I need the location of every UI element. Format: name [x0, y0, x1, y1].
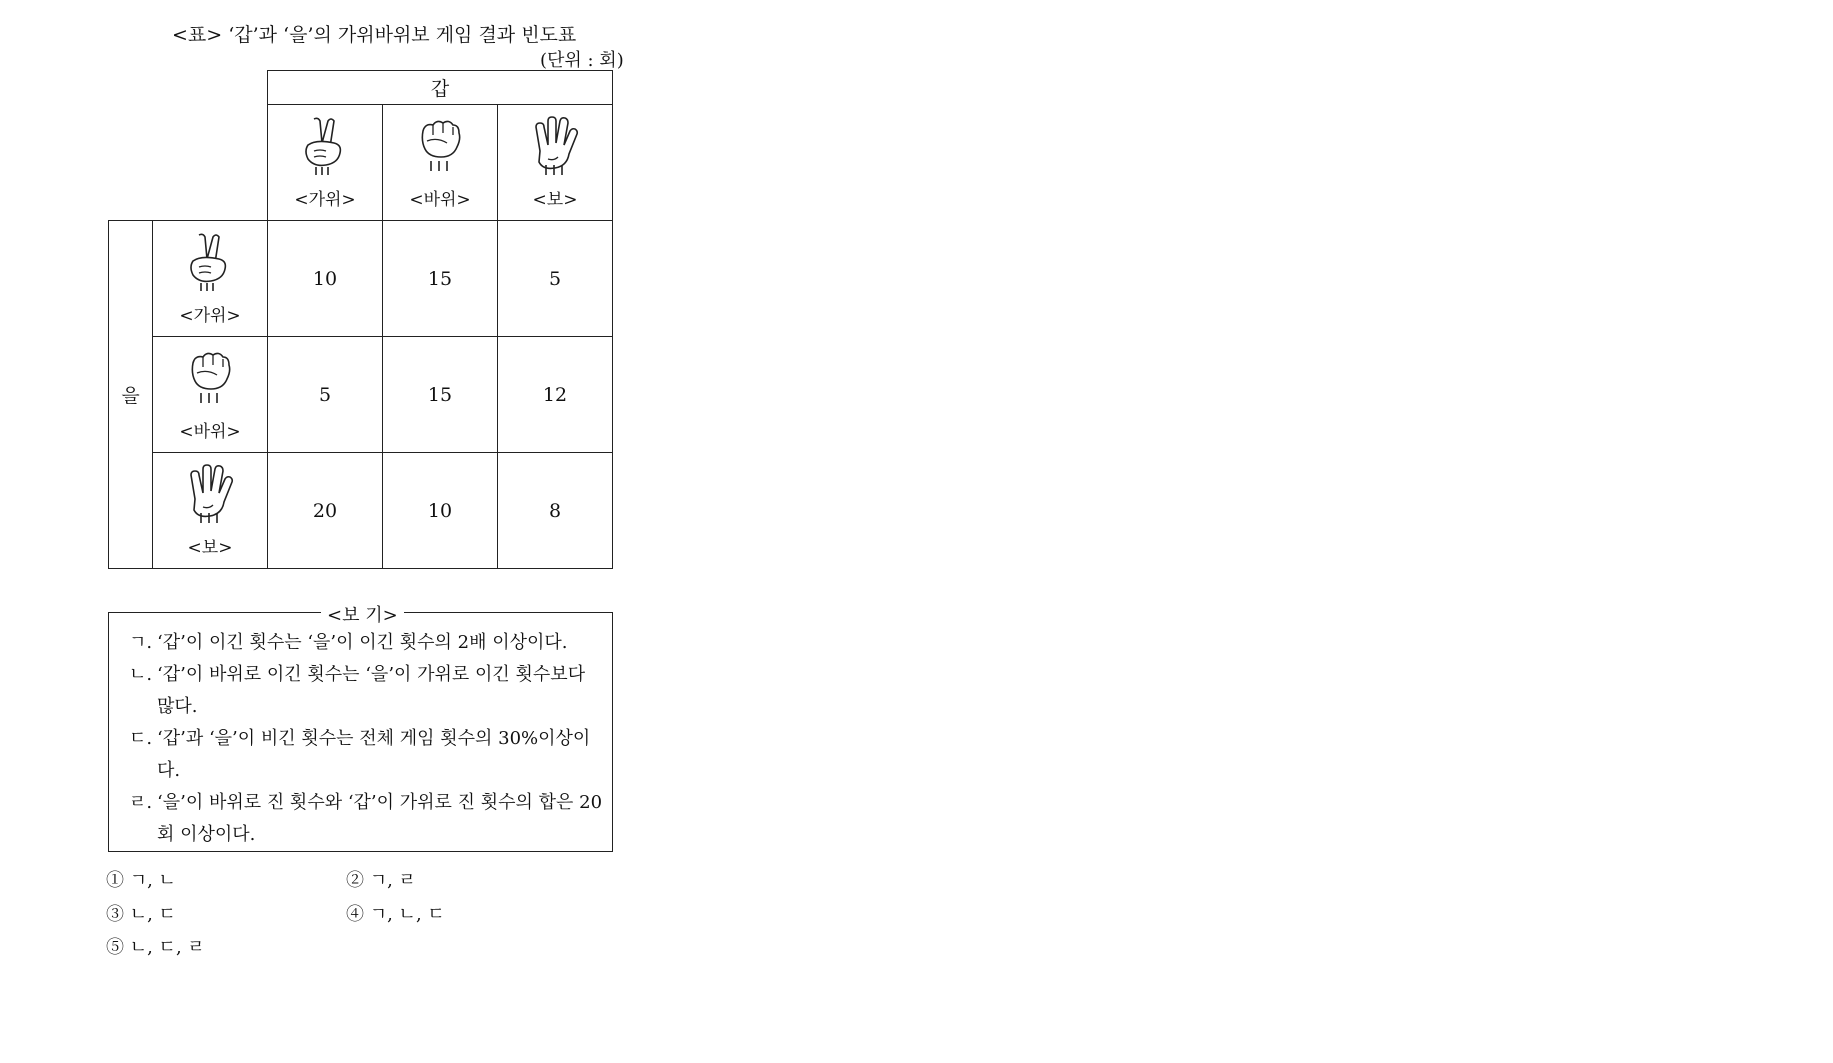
table-cell: 20	[268, 453, 383, 569]
paper-hand-icon	[185, 463, 235, 527]
rock-hand-icon	[185, 347, 235, 411]
col-header-scissors	[268, 105, 383, 221]
bogi-item-mark: ㄹ.	[129, 792, 153, 813]
row-header-paper	[153, 453, 268, 569]
row-player-header: 을	[109, 221, 153, 569]
scissors-hand-icon	[300, 115, 350, 179]
bogi-item	[129, 659, 604, 723]
table-cell: 12	[498, 337, 613, 453]
row-header-scissors	[153, 221, 268, 337]
table-cell: 5	[498, 221, 613, 337]
bogi-item-text: ‘을’이 바위로 진 횟수와 ‘갑’이 가위로 진 횟수의 합은 20회 이상이다.	[157, 792, 603, 845]
bogi-item	[129, 787, 604, 851]
bogi-title: <보 기>	[321, 601, 404, 627]
rock-hand-icon	[415, 115, 465, 179]
table-title: <표> ‘갑’과 ‘을’의 가위바위보 게임 결과 빈도표	[172, 24, 577, 46]
bogi-item-mark: ㄷ.	[129, 728, 153, 749]
choice-1[interactable]: ① ㄱ, ㄴ	[106, 870, 176, 891]
bogi-list	[129, 627, 604, 851]
choice-5[interactable]: ⑤ ㄴ, ㄷ, ㄹ	[106, 937, 205, 958]
bogi-box	[108, 605, 613, 852]
choice-3[interactable]: ③ ㄴ, ㄷ	[106, 904, 176, 925]
choice-2[interactable]: ② ㄱ, ㄹ	[346, 870, 416, 891]
scissors-hand-icon	[185, 231, 235, 295]
row-hand-label: <가위>	[179, 306, 241, 326]
table-cell: 15	[383, 221, 498, 337]
paper-hand-icon	[530, 115, 580, 179]
bogi-item-text: ‘갑’이 이긴 횟수는 ‘을’이 이긴 횟수의 2배 이상이다.	[157, 632, 568, 653]
frequency-table	[108, 70, 613, 569]
unit-label: (단위 : 회)	[540, 50, 624, 71]
bogi-item	[129, 627, 604, 659]
bogi-item-text: ‘갑’과 ‘을’이 비긴 횟수는 전체 게임 횟수의 30%이상이다.	[157, 728, 591, 781]
col-hand-label: <보>	[532, 190, 578, 210]
table-cell: 15	[383, 337, 498, 453]
table-cell: 10	[383, 453, 498, 569]
row-hand-label: <바위>	[179, 422, 241, 442]
col-header-paper	[498, 105, 613, 221]
col-header-rock	[383, 105, 498, 221]
table-cell: 10	[268, 221, 383, 337]
table-cell: 5	[268, 337, 383, 453]
col-hand-label: <바위>	[409, 190, 471, 210]
bogi-item-text: ‘갑’이 바위로 이긴 횟수는 ‘을’이 가위로 이긴 횟수보다 많다.	[157, 664, 586, 717]
bogi-item-mark: ㄱ.	[129, 632, 153, 653]
bogi-item	[129, 723, 604, 787]
table-cell: 8	[498, 453, 613, 569]
col-player-header: 갑	[268, 71, 613, 105]
row-hand-label: <보>	[187, 538, 233, 558]
col-hand-label: <가위>	[294, 190, 356, 210]
row-header-rock	[153, 337, 268, 453]
bogi-item-mark: ㄴ.	[129, 664, 153, 685]
choice-4[interactable]: ④ ㄱ, ㄴ, ㄷ	[346, 904, 445, 925]
